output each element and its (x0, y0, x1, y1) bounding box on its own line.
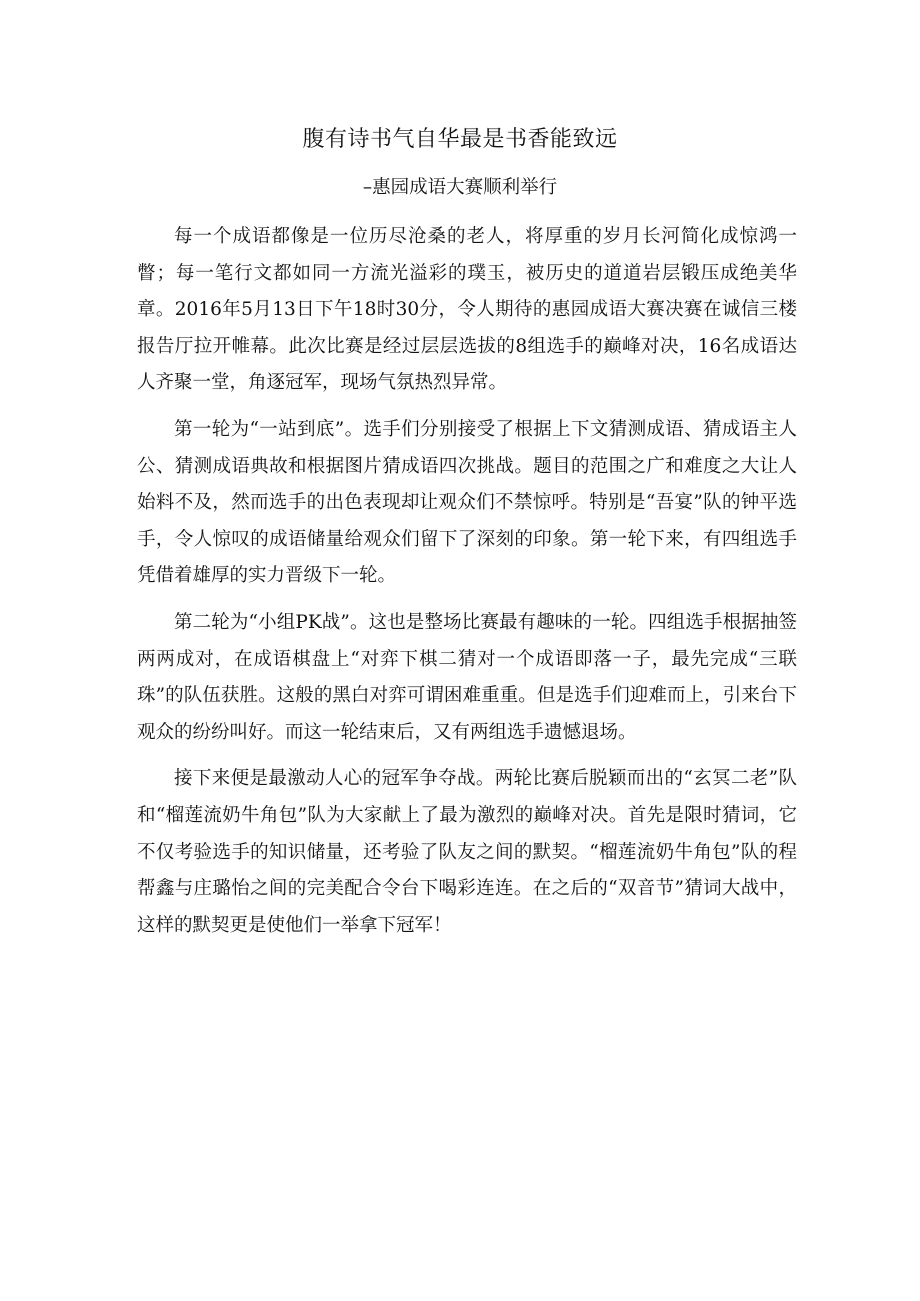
paragraph-intro: 每一个成语都像是一位历尽沧桑的老人，将厚重的岁月长河简化成惊鸿一瞥；每一笔行文都如同一方流光溢彩的璞玉，被历史的道道岩层锻压成绝美华章。2016年5月13日下午18时30分，令人期待的惠园成语大赛决赛在诚信三楼报告厅拉开帷幕。此次比赛是经过层层选拔的8组选手的巅峰对决，16名成语达人齐聚一堂，角逐冠军，现场气氛热烈异常。 (137, 226, 797, 394)
article-body (137, 219, 797, 954)
article-subtitle: –惠园成语大赛顺利举行 (362, 177, 558, 198)
article-title: 腹有诗书气自华最是书香能致远 (302, 127, 618, 152)
paragraph-final: 接下来便是最激动人心的冠军争夺战。两轮比赛后脱颖而出的“玄冥二老”队和“榴莲流奶牛角包”队为大家献上了最为激烈的巅峰对决。首先是限时猜词，它不仅考验选手的知识储量，还考验了队友之间的默契。“榴莲流奶牛角包”队的程帮鑫与庄璐怡之间的完美配合令台下喝彩连连。在之后的“双音节”猜词大战中，这样的默契更是使他们一举拿下冠军！ (137, 768, 797, 936)
paragraph-round-one: 第一轮为“一站到底”。选手们分别接受了根据上下文猜测成语、猜成语主人公、猜测成语典故和根据图片猜成语四次挑战。题目的范围之广和难度之大让人始料不及，然而选手的出色表现却让观众们不禁惊呼。特别是“吾宴”队的钟平选手，令人惊叹的成语储量给观众们留下了深刻的印象。第一轮下来，有四组选手凭借着雄厚的实力晋级下一轮。 (137, 418, 797, 587)
paragraph-round-two: 第二轮为“小组PK战”。这也是整场比赛最有趣味的一轮。四组选手根据抽签两两成对，在成语棋盘上“对弈下棋二猜对一个成语即落一子，最先完成“三联珠”的队伍获胜。这般的黑白对弈可谓困难重重。但是选手们迎难而上，引来台下观众的纷纷叫好。而这一轮结束后，又有两组选手遗憾退场。 (137, 611, 797, 743)
